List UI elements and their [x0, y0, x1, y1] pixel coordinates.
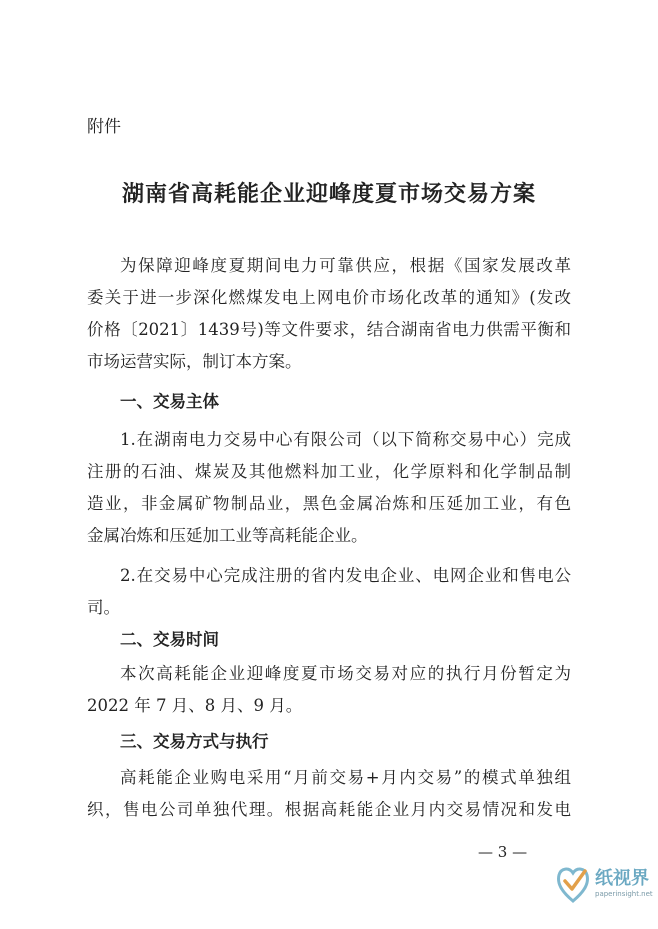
paragraph-line: 织，售电公司单独代理。根据高耗能企业月内交易情况和发电: [87, 800, 571, 819]
paragraph-line: 高耗能企业购电采用“月前交易+月内交易”的模式单独组: [120, 768, 571, 787]
watermark-logo: [555, 861, 655, 921]
section-heading: 二、交易时间: [120, 630, 219, 649]
intro-line: 为保障迎峰度夏期间电力可靠供应，根据《国家发展改革: [120, 256, 571, 275]
paragraph-line: 2.在交易中心完成注册的省内发电企业、电网企业和售电公: [120, 566, 571, 585]
intro-line: 价格〔2021〕1439号)等文件要求，结合湖南省电力供需平衡和: [87, 320, 571, 339]
paragraph-line: 1.在湖南电力交易中心有限公司（以下简称交易中心）完成: [120, 430, 571, 449]
attachment-label: 附件: [87, 117, 121, 137]
paragraph-line: 造业，非金属矿物制品业，黑色金属冶炼和压延加工业，有色: [87, 494, 571, 513]
paragraph-line: 司。: [87, 598, 120, 617]
heart-check-icon: [555, 861, 591, 905]
paragraph-line: 注册的石油、煤炭及其他燃料加工业，化学原料和化学制品制: [87, 462, 571, 481]
document-title: 湖南省高耗能企业迎峰度夏市场交易方案: [121, 181, 536, 207]
intro-line: 委关于进一步深化燃煤发电上网电价市场化改革的通知》(发改: [87, 288, 571, 307]
paragraph-line: 2022 年 7 月、8 月、9 月。: [87, 696, 303, 715]
paragraph-line: 金属冶炼和压延加工业等高耗能企业。: [87, 526, 368, 545]
watermark-url: paperinsight.net: [595, 890, 653, 898]
page-number: — 3 —: [478, 843, 528, 861]
paragraph-line: 本次高耗能企业迎峰度夏市场交易对应的执行月份暂定为: [120, 664, 571, 683]
watermark-name: 纸视界: [595, 868, 649, 889]
section-heading: 三、交易方式与执行: [120, 732, 269, 751]
intro-line: 市场运营实际，制订本方案。: [87, 352, 302, 371]
section-heading: 一、交易主体: [120, 392, 219, 411]
